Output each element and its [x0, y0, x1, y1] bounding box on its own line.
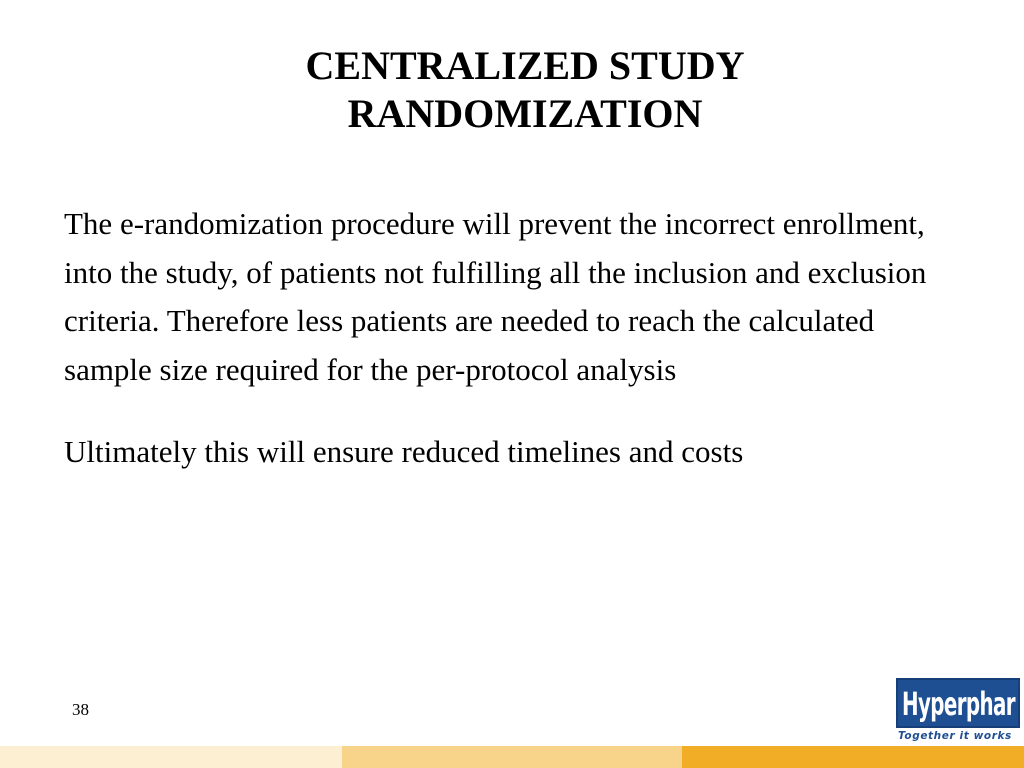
hyperphar-logo [896, 678, 1020, 744]
logo-wordmark: Hyperphar [902, 685, 1015, 723]
logo-tagline: Together it works [898, 730, 1012, 742]
slide-title-line-2: RANDOMIZATION [347, 91, 703, 136]
logo-wordmark-box [896, 678, 1020, 728]
body-paragraph-2: Ultimately this will ensure reduced timelines and costs [64, 434, 744, 469]
registered-mark-icon: ® [1013, 679, 1021, 688]
footer-color-bar [0, 746, 1024, 768]
body-paragraph-1: The e-randomization procedure will prevent the incorrect enrollment, into the study, of patients not fulfilling all the inclusion and exclusion criteria. Therefore less patients are needed to reach the calculated sample size required for the per-protocol analysis [64, 206, 927, 387]
slide-body [64, 200, 964, 477]
slide-title-line-1: CENTRALIZED STUDY [305, 43, 745, 88]
slide-title [200, 42, 850, 138]
footer-segment-2 [342, 746, 682, 768]
page-number: 38 [72, 700, 89, 719]
footer-segment-1 [0, 746, 342, 768]
footer-segment-3 [682, 746, 1024, 768]
